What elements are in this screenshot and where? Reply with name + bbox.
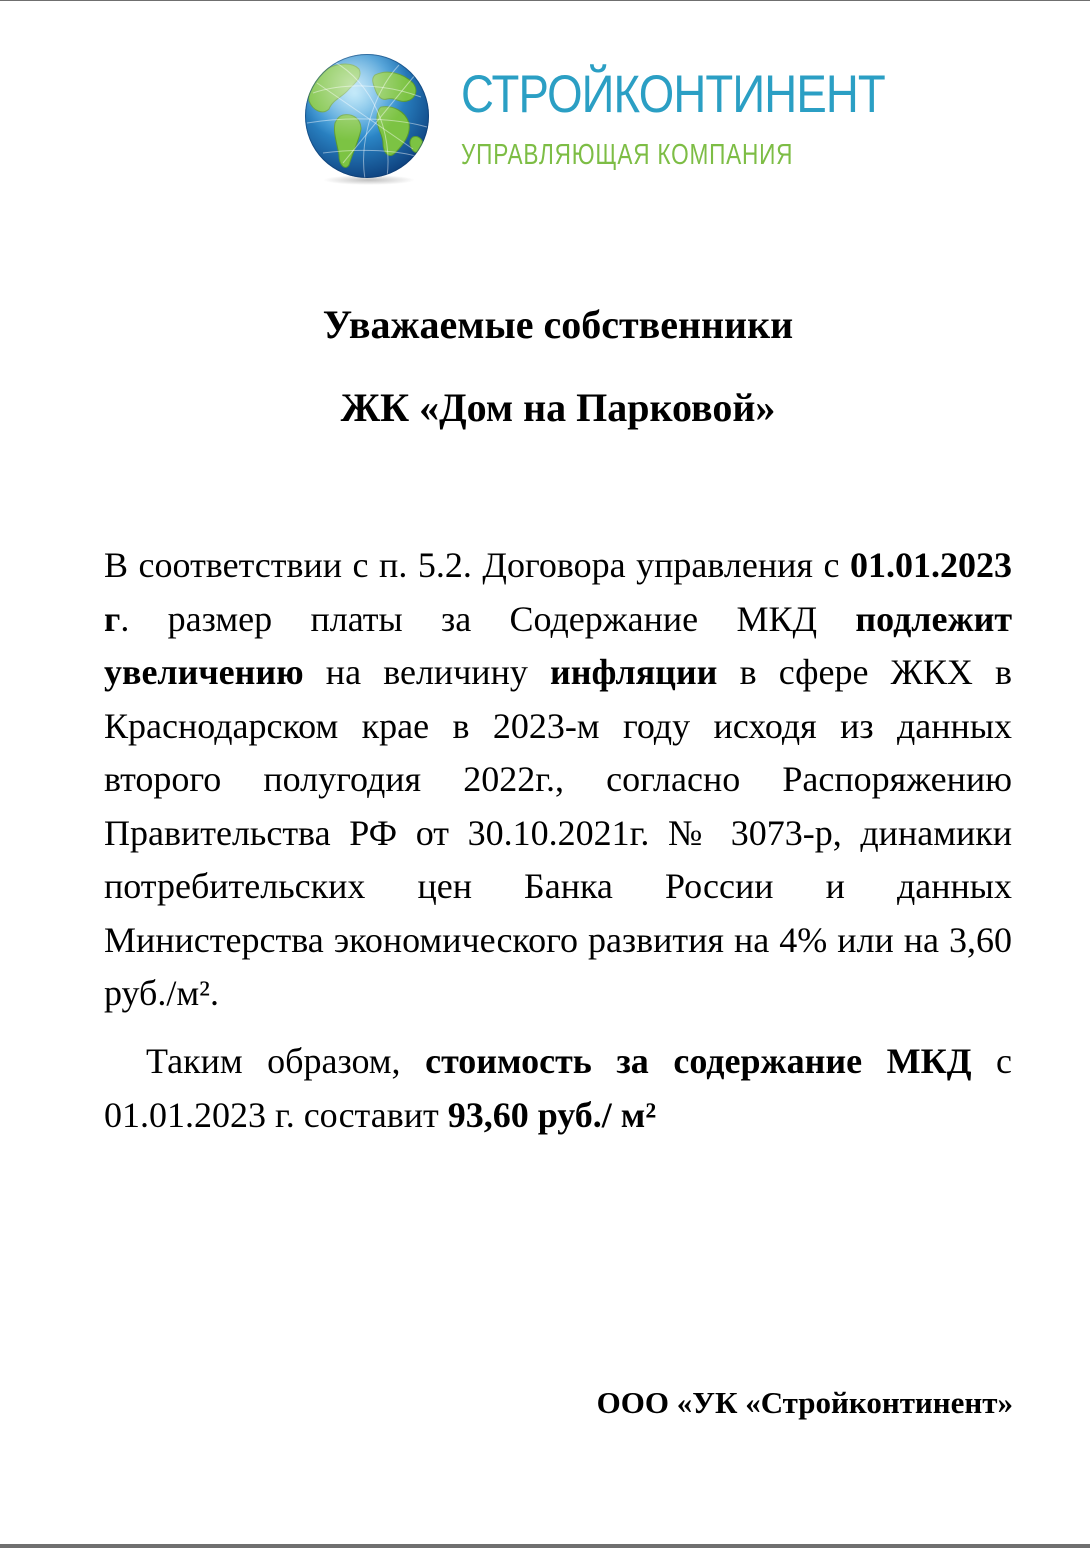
text-span: Таким образом, bbox=[146, 1041, 426, 1081]
text-span: с 01.01.2023 г. составит bbox=[104, 1041, 1012, 1135]
bold-increase: подлежит увеличению bbox=[104, 598, 1012, 692]
bold-date: 01.01.2023 г bbox=[104, 545, 1012, 639]
globe-icon bbox=[303, 53, 435, 185]
text-span: в сфере ЖКХ в Краснодарском крае в 2023-м году исходя из данных второго полугодия 2022г., согласно Распоряжению Правительства РФ от 30.10.2021г. № 3073-р, динамики потребительских цен Банка России и данных Министерства экономического развития на 4% или на 3,60 руб./м². bbox=[104, 652, 1012, 1013]
paragraph-new-cost bbox=[104, 1035, 1012, 1142]
brand-name: СТРОЙКОНТИНЕНТ bbox=[461, 65, 885, 124]
heading-line-2: ЖК «Дом на Парковой» bbox=[340, 385, 776, 430]
bold-inflation: инфляции bbox=[550, 652, 718, 692]
text-span: . размер платы за Содержание МКД bbox=[120, 598, 856, 639]
signature: ООО «УК «Стройконтинент» bbox=[596, 1385, 1013, 1420]
paragraph-rate-change bbox=[104, 539, 1012, 1021]
text-span: В соответствии с п. 5.2. Договора управления с bbox=[104, 545, 850, 585]
brand-subtitle: УПРАВЛЯЮЩАЯ КОМПАНИЯ bbox=[461, 139, 794, 171]
heading-line-1: Уважаемые собственники bbox=[322, 302, 794, 347]
bold-cost-value: 93,60 руб./ м² bbox=[447, 1094, 657, 1135]
text-span: на величину bbox=[303, 652, 550, 692]
bold-cost-label: стоимость за содержание МКД bbox=[425, 1041, 972, 1081]
company-logo bbox=[303, 53, 885, 185]
